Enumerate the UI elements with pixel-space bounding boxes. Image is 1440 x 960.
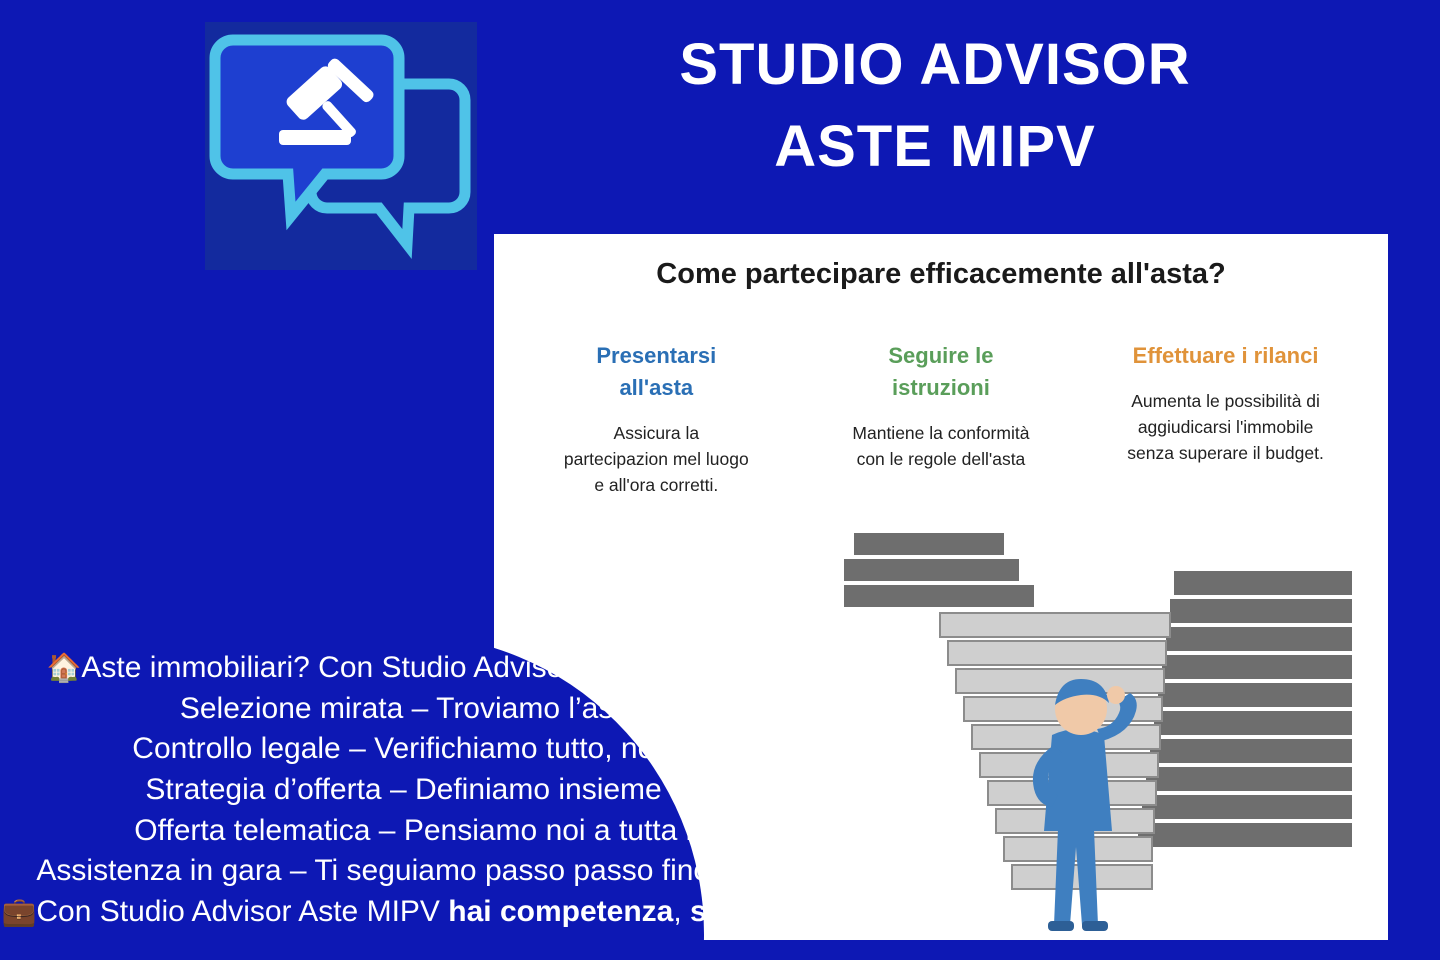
column-heading-line2: istruzioni xyxy=(892,374,990,400)
marketing-copy xyxy=(0,648,1000,932)
column-heading-line1: Seguire le xyxy=(888,343,994,368)
column-body-line2: partecipazion mel luogo xyxy=(563,449,749,470)
copy-line-4: Strategia d’offerta – Definiamo insieme quanto offrire, xyxy=(145,772,855,806)
copy-line-1-b: vinci preparato. xyxy=(730,651,954,684)
column-heading xyxy=(522,340,791,404)
briefcase-emoji-icon: 💼 xyxy=(1,895,37,927)
house-emoji-icon: 🏠 xyxy=(46,652,82,683)
copy-line-7-b: hai competenza xyxy=(448,894,674,928)
copy-line-7-a: Con Studio Advisor Aste MIPV xyxy=(36,894,449,928)
column-body xyxy=(1091,388,1360,467)
brand-logo xyxy=(205,22,477,270)
card-title: Come partecipare efficacemente all'asta? xyxy=(656,258,1226,290)
column-heading xyxy=(1091,340,1360,372)
copy-line-7-d: sicurecza xyxy=(690,894,827,928)
copy-line-2: Selezione mirata – Troviamo l’asta giusta per te. xyxy=(179,691,821,725)
brand-title-line1: STUDIO ADVISOR xyxy=(679,32,1191,97)
card-column-presentarsi xyxy=(514,340,799,499)
column-body-line2: aggiudicarsi l'immobile xyxy=(1137,417,1314,438)
copy-line-1-a: Aste immobiliari? Con Studio Advisor Aste MIPV xyxy=(81,651,731,684)
brand-title-line2: ASTE MIPV xyxy=(774,114,1096,180)
column-body-line1: Mantiene la conformità xyxy=(852,422,1030,443)
column-body-line3: senza superare il budget. xyxy=(1127,443,1324,464)
column-heading-line2: all'asta xyxy=(619,374,694,400)
card-column-rilanci xyxy=(1083,340,1368,499)
column-heading-line1: Presentarsi xyxy=(596,343,717,368)
card-columns xyxy=(514,340,1368,499)
copy-line-6: Assistenza in gara – Ti seguiamo passo passo fino all’aggiudicazione, xyxy=(36,854,964,888)
column-body-line1: Aumenta le possibilità di xyxy=(1131,390,1320,411)
column-heading-line1: Effettuare i rilanci xyxy=(1132,343,1319,368)
column-body-line1: Assicura la xyxy=(613,422,700,443)
brand-title xyxy=(495,24,1375,189)
copy-line-1 xyxy=(0,648,1000,689)
copy-line-7 xyxy=(0,892,1000,933)
copy-line-5: Offerta telematica – Pensiamo noi a tutta la burocrazia. xyxy=(134,813,866,847)
column-body xyxy=(807,420,1076,473)
card-column-seguire xyxy=(799,340,1084,499)
column-body xyxy=(522,420,791,499)
copy-line-7-c: , xyxy=(673,894,690,928)
column-heading xyxy=(807,340,1076,404)
gavel-speech-bubble-logo-icon xyxy=(205,22,477,270)
copy-line-3: Controllo legale – Verifichiamo tutto, nessuna sorpresa, xyxy=(132,732,868,766)
copy-line-7-e: e risparimio, xyxy=(826,894,999,928)
column-body-line2: con le regole dell'asta xyxy=(856,449,1026,470)
column-body-line3: e all'ora corretti. xyxy=(594,475,719,496)
